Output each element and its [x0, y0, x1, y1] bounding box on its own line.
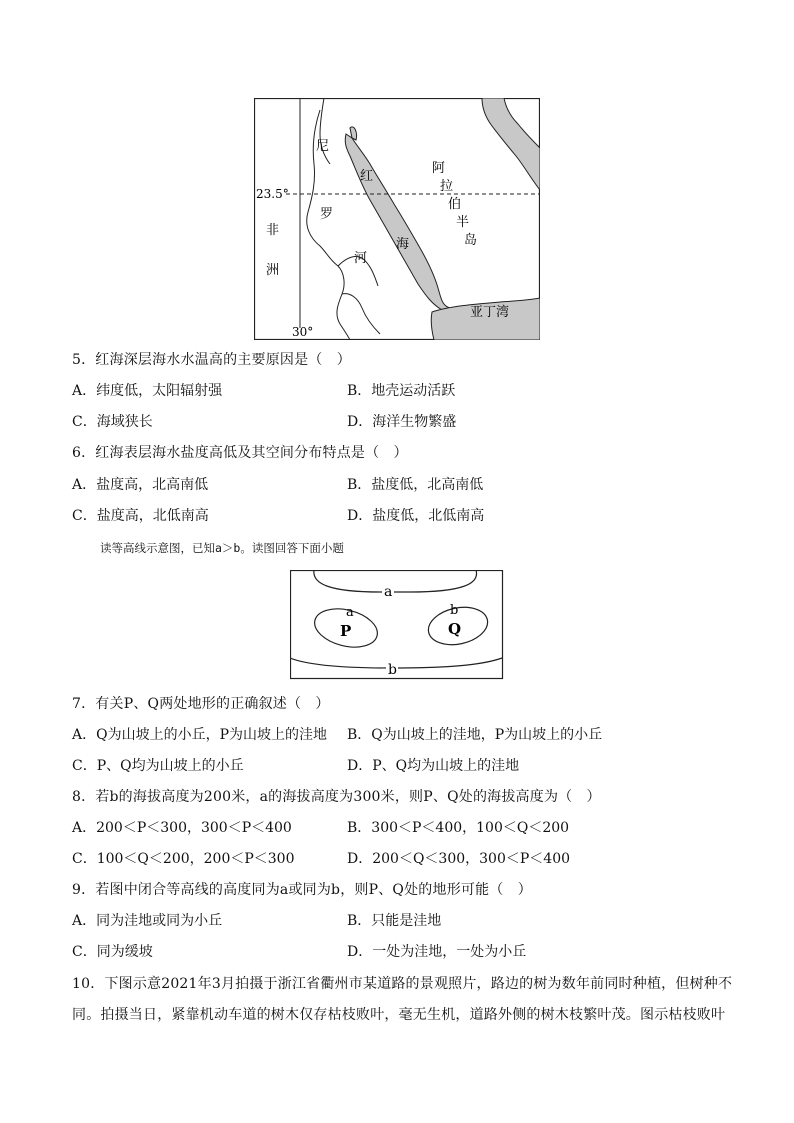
arabia-char-1: 阿 [432, 161, 446, 176]
point-q: Q [448, 620, 462, 638]
contour-left-label: a [346, 605, 354, 620]
q6-stem: 6．红海表层海水盐度高低及其空间分布特点是（ ） [72, 445, 408, 461]
arabia-char-2: 拉 [440, 179, 454, 194]
lon-label: 30° [292, 325, 314, 339]
arabia-char-3: 伯 [448, 197, 462, 212]
red-sea-char-2: 海 [396, 237, 410, 252]
contour-diagram [290, 570, 504, 680]
q7-option-c[interactable]: C．P、Q均为山坡上的小丘 [72, 758, 244, 774]
q8-option-c[interactable]: C．100＜Q＜200，200＜P＜300 [72, 851, 295, 867]
contour-right-label: b [450, 603, 459, 618]
point-p: P [340, 622, 352, 640]
q8-stem: 8．若b的海拔高度为200米，a的海拔高度为300米，则P、Q处的海拔高度为（ ） [72, 789, 601, 805]
q10-line-2: 同。拍摄当日，紧靠机动车道的树木仅存枯枝败叶，毫无生机，道路外侧的树木枝繁叶茂。图示枯枝败叶 [72, 1007, 726, 1023]
q8-option-d[interactable]: D．200＜Q＜300，300＜P＜400 [347, 851, 571, 867]
q7-option-a[interactable]: A．Q为山坡上的小丘，P为山坡上的洼地 [72, 727, 328, 743]
q6-option-d[interactable]: D．盐度低，北低南高 [347, 508, 485, 524]
gulf-label: 亚丁湾 [470, 305, 510, 320]
q5-option-c[interactable]: C．海域狭长 [72, 414, 153, 430]
q5-option-d[interactable]: D．海洋生物繁盛 [347, 414, 457, 430]
q8-option-b[interactable]: B．300＜P＜400，100＜Q＜200 [347, 820, 570, 836]
q7-stem: 7．有关P、Q两处地形的正确叙述（ ） [72, 696, 330, 712]
red-sea-char-1: 红 [360, 169, 374, 184]
contour-bottom-label: b [388, 662, 397, 678]
nile-char-3: 河 [354, 251, 368, 266]
red-sea-map [254, 98, 540, 340]
arabia-char-4: 半 [456, 215, 470, 230]
q9-option-c[interactable]: C．同为缓坡 [72, 944, 153, 960]
lat-label: 23.5° [256, 187, 289, 201]
q9-stem: 9．若图中闭合等高线的高度同为a或同为b，则P、Q处的地形可能（ ） [72, 882, 532, 898]
nile-char-1: 尼 [316, 139, 330, 154]
q7-option-d[interactable]: D．P、Q均为山坡上的洼地 [347, 758, 520, 774]
africa-char-2: 洲 [266, 263, 280, 278]
q6-option-c[interactable]: C．盐度高，北低南高 [72, 508, 209, 524]
africa-char-1: 非 [266, 223, 280, 238]
q9-option-d[interactable]: D．一处为洼地，一处为小丘 [347, 944, 527, 960]
q6-option-a[interactable]: A．盐度高，北高南低 [72, 477, 209, 493]
q7-option-b[interactable]: B．Q为山坡上的洼地，P为山坡上的小丘 [347, 727, 603, 743]
q9-option-b[interactable]: B．只能是洼地 [347, 913, 442, 929]
q6-option-b[interactable]: B．盐度低，北高南低 [347, 477, 484, 493]
arabia-char-5: 岛 [464, 233, 478, 248]
q5-stem: 5．红海深层海水水温高的主要原因是（ ） [72, 352, 351, 368]
q5-option-a[interactable]: A．纬度低，太阳辐射强 [72, 383, 223, 399]
contour-intro: 读等高线示意图，已知a＞b。读图回答下面小题 [100, 541, 344, 555]
q8-option-a[interactable]: A．200＜P＜300，300＜P＜400 [72, 820, 292, 836]
q10-line-1: 10．下图示意2021年3月拍摄于浙江省衢州市某道路的景观照片，路边的树为数年前同时种植，但树种不 [72, 976, 733, 992]
nile-char-2: 罗 [320, 207, 334, 222]
q5-option-b[interactable]: B．地壳运动活跃 [347, 383, 456, 399]
q9-option-a[interactable]: A．同为洼地或同为小丘 [72, 913, 223, 929]
contour-top-label: a [384, 584, 393, 600]
